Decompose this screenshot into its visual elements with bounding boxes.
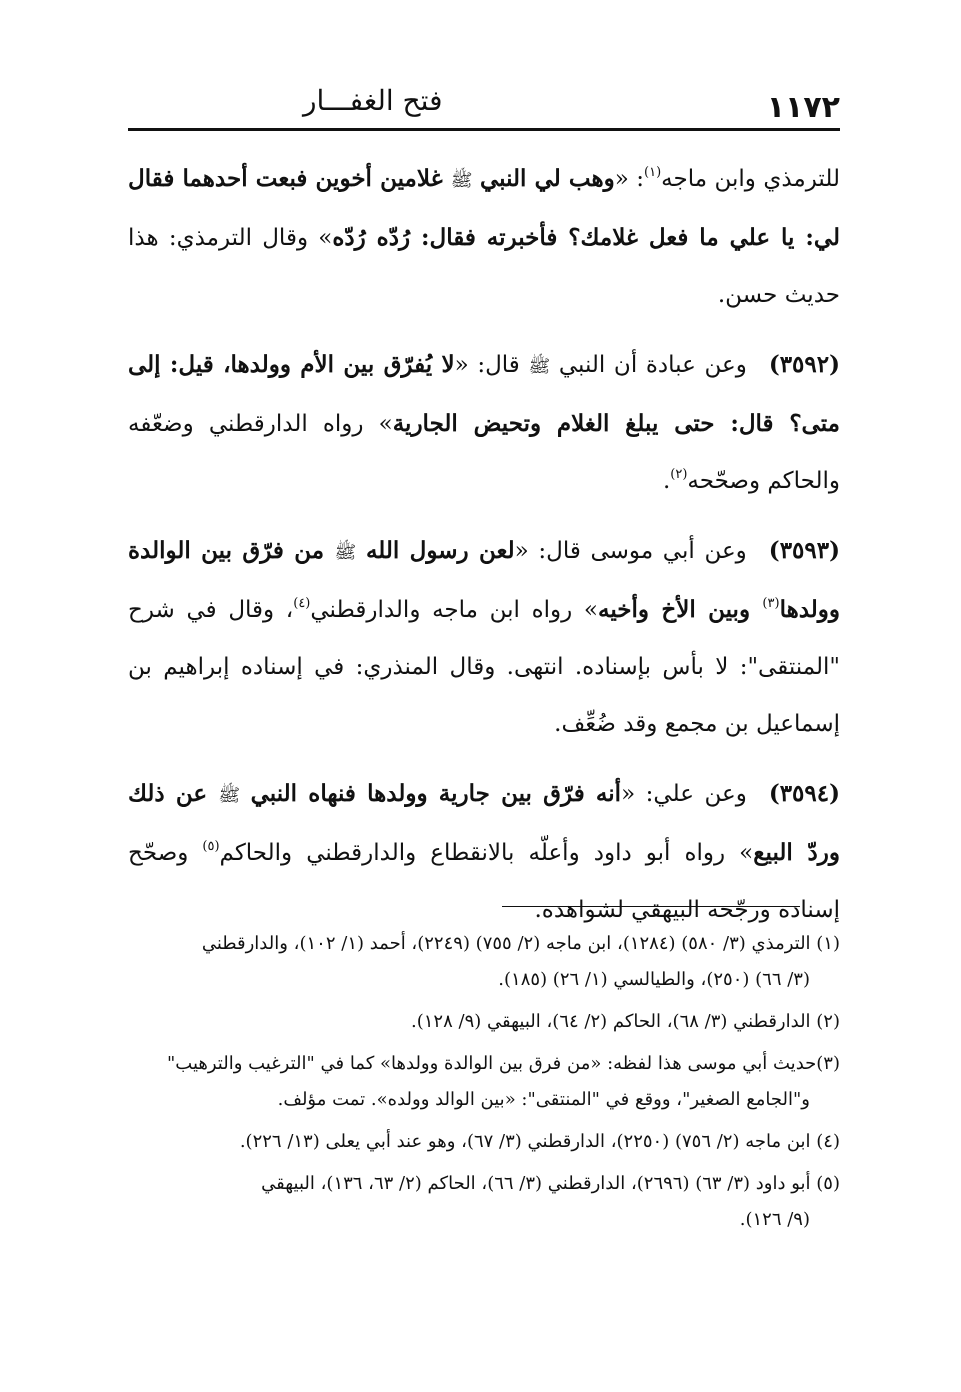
running-head [128, 84, 840, 128]
hadith-number: (٣٥٩٢) [768, 351, 841, 378]
salutation-glyph: ﷺ [528, 356, 551, 377]
book-title: فتح الغفـــار [303, 84, 443, 117]
header-rule [128, 128, 840, 131]
hadith-text: عن ذلك وردّ البيع [128, 780, 840, 866]
footnote-line: (٩/ ١٢٦). [739, 1209, 810, 1230]
text-run: للترمذي وابن ماجه [661, 166, 840, 192]
salutation-glyph: ﷺ [334, 542, 357, 563]
footnote-line: (٥) أبو داود (٣/ ٦٣) (٢٦٩٦)، الدارقطني (٣/ ٦٦)، الحاكم (٢/ ٦٣، ١٣٦)، البيهقي [261, 1173, 840, 1194]
text-run: : « [614, 166, 645, 192]
hadith-number: (٣٥٩٤) [768, 780, 841, 807]
hadith-text: أنه فرّق بين جارية وولدها فنهاه النبي [250, 780, 622, 807]
text-run: وعن أبي موسى قال: « [514, 538, 747, 564]
text-run: » رواه أبو داود وأعلّه بالانقطاع والدارقطني والحاكم [219, 840, 754, 866]
footnote-line: (٤) ابن ماجه (٢/ ٧٥٦) (٢٢٥٠)، الدارقطني (٣/ ٦٧)، وهو عند أبي يعلى (١٣/ ٢٢٦). [239, 1131, 840, 1152]
text-run: وعن عبادة أن النبي [558, 352, 747, 378]
footnote-ref-2: (٢) [670, 467, 688, 482]
hadith-text: لا يُفرّق بين الأم وولدها، قيل: إلى متى؟ قال: حتى يبلغ الغلام وتحيض الجارية [128, 351, 840, 437]
text-run: » رواه ابن ماجه والدارقطني [310, 597, 599, 623]
footnote-line: و"الجامع الصغير"، ووقع في "المنتقى": «بين الوالد وولده». تمت مؤلف. [277, 1089, 810, 1110]
footnote-ref-3: (٣) [762, 596, 780, 611]
footnote-line: (١) الترمذي (٣/ ٥٨٠) (١٢٨٤)، ابن ماجه (٢/ ٧٥٥) (٢٢٤٩)، أحمد (١/ ١٠٢)، والدارقطني [201, 933, 840, 954]
paragraph-3592 [128, 336, 840, 510]
text-run: وصحّح إسناده ورجّحه البيهقي لشواهده. [128, 840, 840, 923]
footnotes [128, 926, 840, 1244]
text-run: ، وقال في شرح "المنتقى": لا بأس بإسناده. انتهى. وقال المنذري: في إسناده إبراهيم بن إسماعيل بن مجمع وقد ضُعِّف. [128, 597, 840, 737]
hadith-text: وبين الأخ وأخيه [598, 596, 763, 623]
text-run: » رواه الدارقطني وضعّفه والحاكم وصحّحه [128, 411, 840, 494]
text-run: » وقال الترمذي: هذا حديث حسن. [128, 225, 840, 308]
paragraph-1 [128, 150, 840, 324]
footnote-1 [128, 926, 840, 998]
hadith-number: (٣٥٩٣) [768, 537, 840, 564]
hadith-text: من فرّق بين الوالدة وولدها [128, 537, 840, 623]
footnote-line: (٣/ ٦٦) (٢٥٠)، والطيالسي (١/ ٢٦) (١٨٥). [498, 969, 810, 990]
footnote-rule [502, 906, 800, 907]
footnote-5 [128, 1166, 840, 1238]
text-run: . [662, 468, 671, 494]
footnote-2 [128, 1004, 840, 1040]
text-run: وعن علي: « [621, 781, 747, 807]
hadith-text: لعن رسول الله [365, 537, 515, 564]
text-run: قال: « [454, 352, 529, 378]
paragraph-3593 [128, 522, 840, 753]
footnote-4 [128, 1124, 840, 1160]
footnote-ref-4: (٤) [293, 596, 311, 611]
hadith-text: وهب لي النبي [479, 165, 615, 192]
footnote-line: (٣)حديث أبي موسى هذا لفظه: «من فرق بين الوالدة وولدها» كما في "الترغيب والترهيب" [166, 1053, 840, 1074]
footnote-line: (٢) الدارقطني (٣/ ٦٨)، الحاكم (٢/ ٦٤)، البيهقي (٩/ ١٢٨). [411, 1011, 840, 1032]
hadith-text: غلامين أخوين فبعت أحدهما فقال لي: يا علي ما فعل غلامك؟ فأخبرته فقال: رُدّه رُدّه [128, 165, 841, 251]
page-number: ١١٧٢ [766, 90, 840, 125]
footnote-ref-5: (٥) [202, 839, 220, 854]
paragraph-3594 [128, 765, 840, 939]
footnote-ref-1: (١) [644, 165, 662, 180]
salutation-glyph: ﷺ [450, 170, 473, 191]
salutation-glyph: ﷺ [218, 785, 241, 806]
main-text [128, 150, 840, 951]
footnote-3 [128, 1046, 840, 1118]
